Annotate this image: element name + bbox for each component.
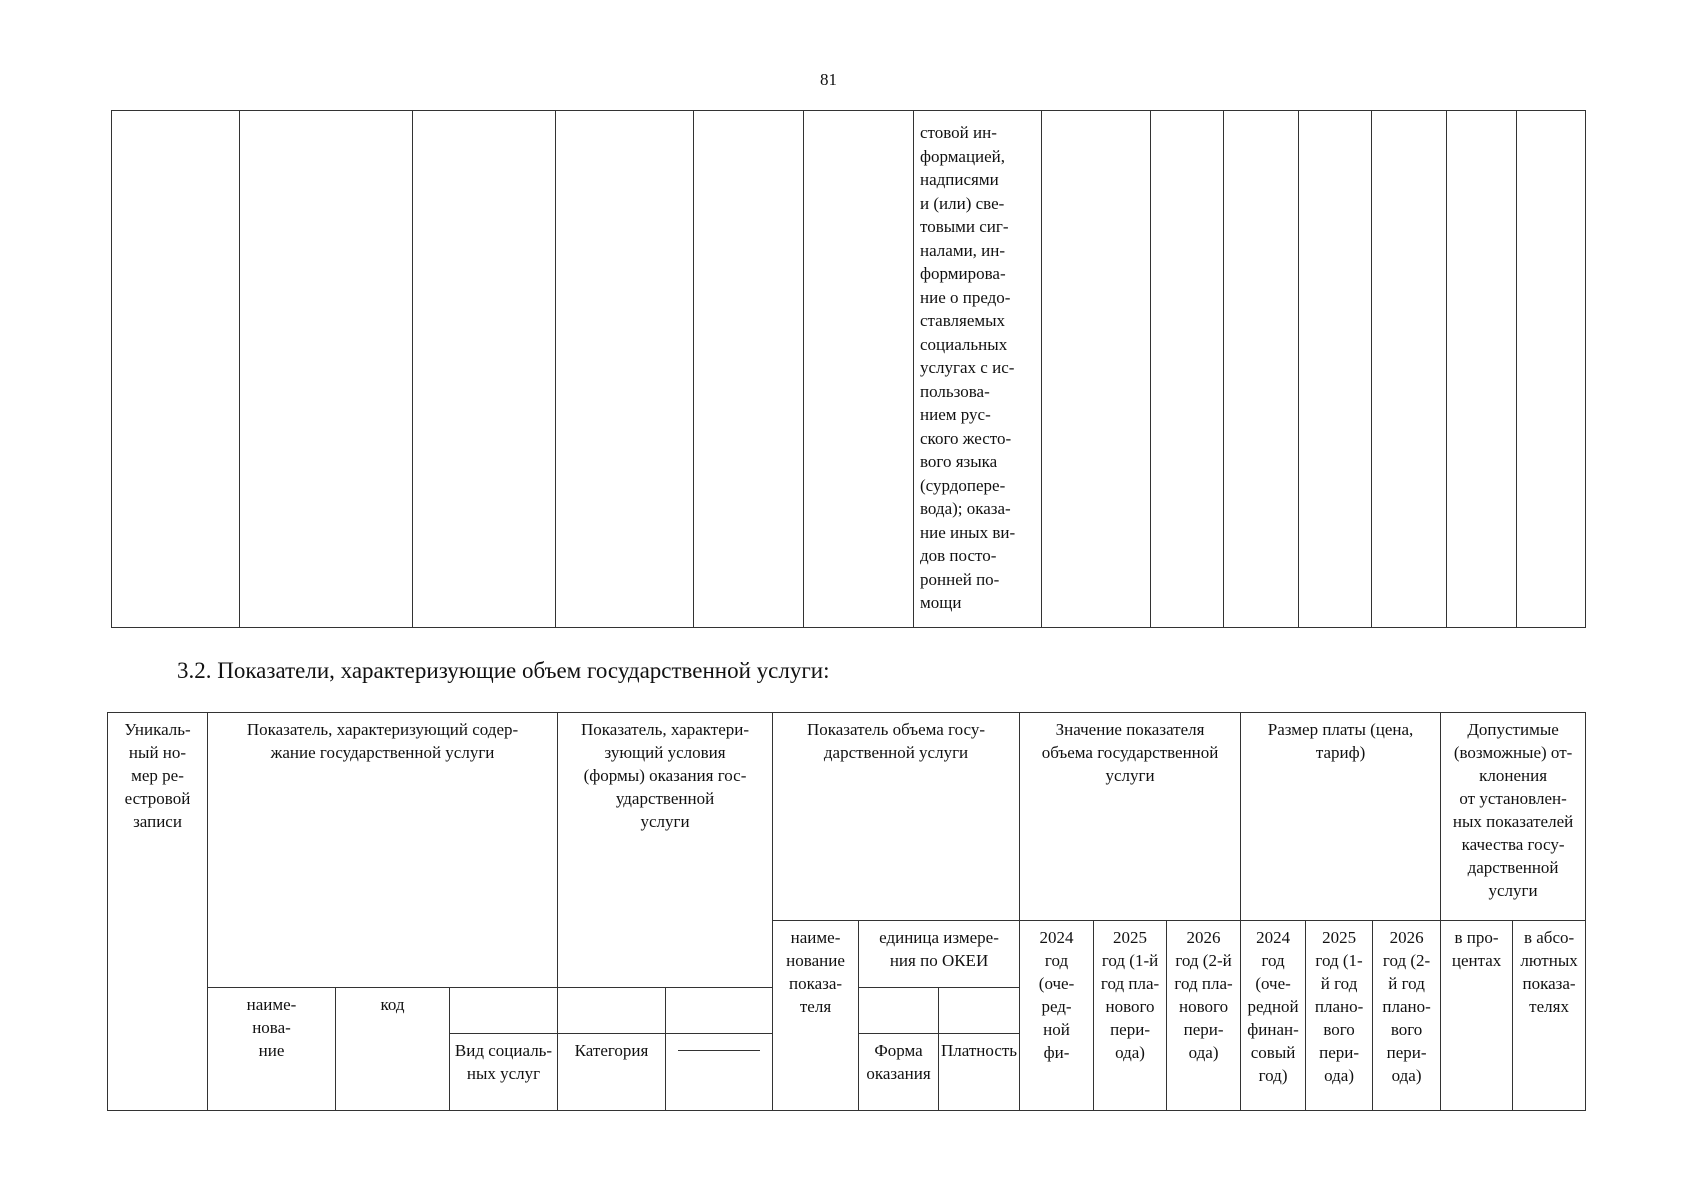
quality-indicator-text-cell: стовой ин- формацией, надписями и (или) све- товыми сиг- налами, ин- формирова- ние о предо- ставляемых социальных услугах с ис- пользова- нием рус- ского жесто- вого языка (сурдопере- вода); оказа- ние иных ви- дов посто- ронней по- мощи bbox=[914, 111, 1042, 628]
empty-cell bbox=[1042, 111, 1151, 628]
content-empty-space bbox=[666, 988, 773, 1034]
header-deviation-absolute: в абсо- лютных показа- телях bbox=[1513, 921, 1586, 1111]
continuation-table bbox=[111, 110, 1586, 628]
header-okei-name: наиме- нова- ние bbox=[208, 988, 336, 1111]
header-blank-field bbox=[666, 1034, 773, 1111]
conditions-empty-space bbox=[939, 988, 1020, 1034]
header-fee-size: Размер платы (цена, тариф) bbox=[1241, 713, 1441, 921]
header-fee-2024: 2024 год (оче- редной финан- совый год) bbox=[1241, 921, 1306, 1111]
header-unique-number: Уникаль- ный но- мер ре- естровой записи bbox=[108, 713, 208, 1111]
volume-indicators-table bbox=[107, 712, 1586, 1111]
header-value-2025: 2025 год (1-й год пла- нового пери- ода) bbox=[1094, 921, 1167, 1111]
empty-cell bbox=[804, 111, 914, 628]
header-indicator-value: Значение показателя объема государственной услуги bbox=[1020, 713, 1241, 921]
conditions-empty-space bbox=[859, 988, 939, 1034]
header-indicator-name: наиме- нование показа- теля bbox=[773, 921, 859, 1111]
content-empty-space bbox=[558, 988, 666, 1034]
header-okei-unit: единица измере- ния по ОКЕИ bbox=[859, 921, 1020, 988]
page-number: 81 bbox=[820, 70, 837, 89]
empty-cell bbox=[1517, 111, 1586, 628]
empty-cell bbox=[413, 111, 556, 628]
header-fee-2025: 2025 год (1- й год плано- вого пери- ода) bbox=[1306, 921, 1373, 1111]
empty-cell bbox=[556, 111, 694, 628]
empty-cell bbox=[1447, 111, 1517, 628]
header-value-2024: 2024 год (оче- ред- ной фи- bbox=[1020, 921, 1094, 1111]
content-empty-space bbox=[450, 988, 558, 1034]
empty-cell bbox=[112, 111, 240, 628]
header-provision-form: Форма оказания bbox=[859, 1034, 939, 1111]
header-content-indicator: Показатель, характеризующий содер- жание государственной услуги bbox=[208, 713, 558, 988]
header-conditions-indicator: Показатель, характери- зующий условия (формы) оказания гос- ударственной услуги bbox=[558, 713, 773, 988]
section-heading: 3.2. Показатели, характеризующие объем государственной услуги: bbox=[177, 658, 830, 683]
header-category: Категория bbox=[558, 1034, 666, 1111]
empty-cell bbox=[240, 111, 413, 628]
header-okei-code: код bbox=[336, 988, 450, 1111]
empty-cell bbox=[1151, 111, 1224, 628]
header-social-service-type: Вид социаль- ных услуг bbox=[450, 1034, 558, 1111]
empty-cell bbox=[1299, 111, 1372, 628]
header-deviations: Допустимые (возможные) от- клонения от установлен- ных показателей качества госу- дарственной услуги bbox=[1441, 713, 1586, 921]
empty-cell bbox=[1372, 111, 1447, 628]
header-payment: Платность bbox=[939, 1034, 1020, 1111]
blank-underline bbox=[678, 1050, 760, 1051]
empty-cell bbox=[694, 111, 804, 628]
header-value-2026: 2026 год (2-й год пла- нового пери- ода) bbox=[1167, 921, 1241, 1111]
empty-cell bbox=[1224, 111, 1299, 628]
header-fee-2026: 2026 год (2- й год плано- вого пери- ода) bbox=[1373, 921, 1441, 1111]
header-volume-indicator: Показатель объема госу- дарственной услуги bbox=[773, 713, 1020, 921]
header-deviation-percent: в про- центах bbox=[1441, 921, 1513, 1111]
